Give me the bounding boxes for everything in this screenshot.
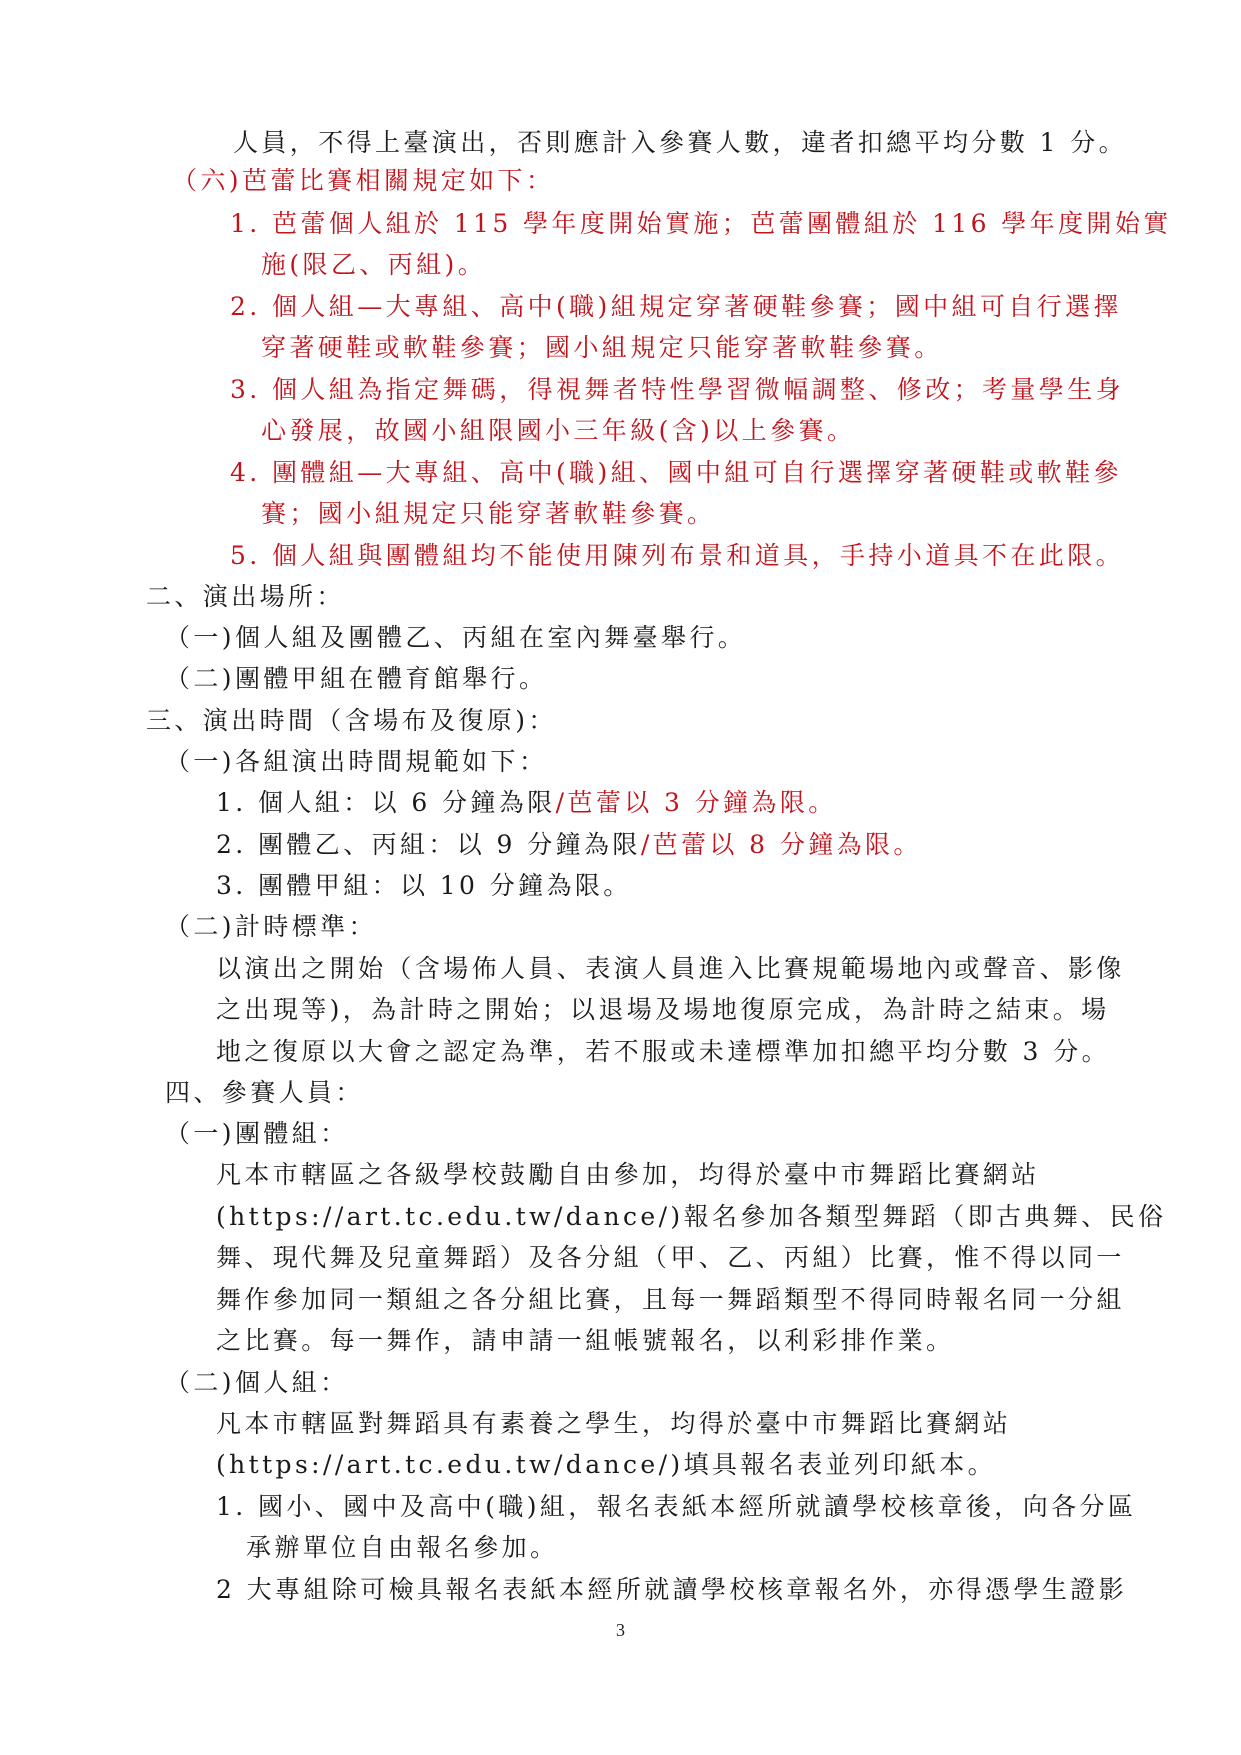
ballet-rule-1: 1. 芭蕾個人組於 115 學年度開始實施；芭蕾團體組於 116 學年度開始實 <box>230 209 1172 238</box>
timing-standard-line-2: 之出現等)，為計時之開始；以退場及場地復原完成，為計時之結束。場 <box>216 995 1110 1024</box>
ballet-rule-3-cont: 心發展，故國小組限國小三年級(含)以上參賽。 <box>261 416 856 445</box>
group-line-3: 舞、現代舞及兒童舞蹈）及各分組（甲、乙、丙組）比賽，惟不得以同一 <box>216 1243 1125 1272</box>
group-line-4: 舞作參加同一類組之各分組比賽，且每一舞蹈類型不得同時報名同一分組 <box>216 1285 1125 1314</box>
ballet-rule-4: 4. 團體組—大專組、高中(職)組、國中組可自行選擇穿著硬鞋或軟鞋參 <box>230 458 1122 487</box>
individual-rule-2: 2 大專組除可檢具報名表紙本經所就讀學校核章報名外，亦得憑學生證影 <box>216 1575 1128 1604</box>
section-4-heading: 四、參賽人員： <box>165 1078 364 1107</box>
section-2-heading: 二、演出場所： <box>146 582 345 611</box>
ballet-rule-1-cont: 施(限乙、丙組)。 <box>261 250 487 279</box>
time-rule-2-ballet: /芭蕾以 8 分鐘為限。 <box>640 830 922 859</box>
ballet-rule-5: 5. 個人組與團體組均不能使用陳列布景和道具，手持小道具不在此限。 <box>230 541 1125 570</box>
individual-rule-1: 1. 國小、國中及高中(職)組，報名表紙本經所就讀學校核章後，向各分區 <box>216 1492 1137 1521</box>
section-6-heading: （六)芭蕾比賽相關規定如下： <box>172 166 555 195</box>
section-3-heading: 三、演出時間（含場布及復原)： <box>146 706 557 735</box>
ballet-rule-3: 3. 個人組為指定舞碼，得視舞者特性學習微幅調整、修改；考量學生身 <box>230 375 1125 404</box>
time-rule-2 <box>216 828 922 862</box>
time-item-1: （一)各組演出時間規範如下： <box>165 747 548 776</box>
ballet-rule-4-cont: 賽；國小組規定只能穿著軟鞋參賽。 <box>261 499 716 528</box>
timing-standard-line-1: 以演出之開始（含場佈人員、表演人員進入比賽規範場地內或聲音、影像 <box>216 954 1125 983</box>
individual-line-2: (https://art.tc.edu.tw/dance/)填具報名表並列印紙本。 <box>216 1450 996 1479</box>
group-line-1: 凡本市轄區之各級學校鼓勵自由參加，均得於臺中市舞蹈比賽網站 <box>216 1160 1040 1189</box>
ballet-rule-2-cont: 穿著硬鞋或軟鞋參賽；國小組規定只能穿著軟鞋參賽。 <box>261 333 943 362</box>
time-rule-1-ballet: /芭蕾以 3 分鐘為限。 <box>555 788 837 817</box>
group-line-5: 之比賽。每一舞作，請申請一組帳號報名，以利彩排作業。 <box>216 1326 955 1355</box>
page-number: 3 <box>616 1620 625 1640</box>
participant-item-2: （二)個人組： <box>165 1368 349 1397</box>
individual-rule-1-cont: 承辦單位自由報名參加。 <box>246 1533 559 1562</box>
group-line-2: (https://art.tc.edu.tw/dance/)報名參加各類型舞蹈（即古典舞、民俗 <box>216 1202 1167 1231</box>
time-rule-1-text: 1. 個人組：以 6 分鐘為限 <box>216 788 556 817</box>
participant-item-1: （一)團體組： <box>165 1119 349 1148</box>
ballet-rule-2: 2. 個人組—大專組、高中(職)組規定穿著硬鞋參賽；國中組可自行選擇 <box>230 292 1122 321</box>
venue-item-1: （一)個人組及團體乙、丙組在室內舞臺舉行。 <box>165 623 747 652</box>
text-line-1: 人員，不得上臺演出，否則應計入參賽人數，違者扣總平均分數 1 分。 <box>233 128 1128 157</box>
time-rule-1 <box>216 786 837 820</box>
timing-standard-line-3: 地之復原以大會之認定為準，若不服或未達標準加扣總平均分數 3 分。 <box>216 1037 1111 1066</box>
venue-item-2: （二)團體甲組在體育館舉行。 <box>165 664 548 693</box>
time-rule-2-text: 2. 團體乙、丙組：以 9 分鐘為限 <box>216 830 641 859</box>
time-rule-3: 3. 團體甲組：以 10 分鐘為限。 <box>216 871 632 900</box>
individual-line-1: 凡本市轄區對舞蹈具有素養之學生，均得於臺中市舞蹈比賽網站 <box>216 1409 1012 1438</box>
time-item-2: （二)計時標準： <box>165 912 377 941</box>
